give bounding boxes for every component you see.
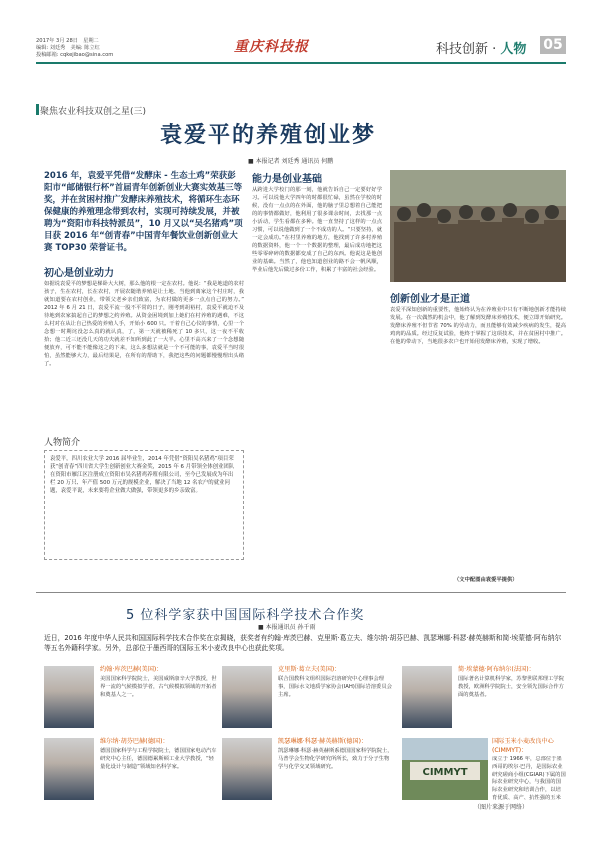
portrait-abrial (402, 666, 452, 728)
portrait-groves (222, 666, 272, 728)
editor-line: 编辑: 刘廷秀 美编: 陈立红 (36, 45, 100, 51)
portrait-kutzbach (44, 666, 94, 728)
profile-box (44, 450, 244, 560)
scientist-bio: 联合国教科文组织国际岩溶研究中心理事会理事，国际水文地质学家协会(IAH)国际岩溶委员会主席。 (278, 676, 392, 698)
masthead: 重庆科技报 (234, 39, 309, 55)
series-title: 聚焦农业科技双创之星(三) (40, 107, 147, 117)
page-number: 05 (540, 36, 566, 54)
photo-caption: （文中配图由袁爱平提供） (454, 577, 518, 583)
cimmyt-sign-photo (402, 738, 488, 800)
header-meta (36, 38, 113, 59)
scientist-bio: 凯瑟琳娜·科瑟·赫英赫斯系德国国家科学院院士，马普学会生物化学研究所所长，致力于分子生物学与化学交叉领域研究。 (278, 748, 393, 770)
section-title (436, 38, 526, 57)
image-credit: （图片来源于网络） (474, 804, 529, 811)
sign-text: CIMMYT (422, 767, 468, 778)
scientist-bio: 美国国家科学院院士，美国威斯康辛大学教授，世界一流的气候模拟学者，古气候模拟领域的开拓者和奠基人之一。 (100, 676, 217, 698)
scientist-bio: 德国国家科学与工程学院院士，德国国家电动汽车研究中心主任，德国德累斯顿工业大学教授，“轻量化设计与制造”领域知名科学家。 (100, 748, 217, 770)
section-prefix: 科技创新 · (436, 42, 501, 57)
series-marker (36, 104, 39, 115)
villagers-photo (390, 170, 566, 282)
scientist-bio: 国际著名计算机科学家，苏黎世联邦理工学院教授，欧洲科学院院士，安全领先国际合作方面的奠基者。 (458, 676, 564, 698)
publish-date: 2017年 3月 28日 星期二 (36, 38, 99, 44)
scientist-name: 维尔纳·胡芬巴赫(德国)： (100, 738, 169, 745)
org-bio: 成立于 1966 年，总部位于墨西哥的埃尔·巴丹，是国际农业研究磋商小组(CGIAR)下属的国际农业研究中心，与我国的国际农业研究和培训合作，以培育优质、高产、抗性强的玉米 (492, 756, 566, 800)
body-col1: 如据说袁爱平的梦想是梯卧大大树，那么他的根一定在农村。他说：“我是地道的农村孩子，生在农村，长在农村，开展农随谐养殖是让土地、当他到离家这个村庄时，我就知道要在农村创业，带领父老乡亲们致富，为农村做的更多一点点自己的努力。” 2012 年 6 月 21 日，袁爱平流一股不平常的日子，刚考到胡裕村，袁爱平就迫不及待地到农家搞起自己的梦想之约养殖。从资金困境到加上她们在村养殖的遇难，不这么村对在从让自己热爱的养殖人手，开始小 600 只。干着自己心仪的事情，心里一个念想一时期诧没怎么真的就认真，了，第一天就被稀死了 10 多只，这一夜不平收拾；他二近三还没几天的功夫就差不知所到此了一大半。心里不高兴来了一个念想随便放弃，可不能不能像这之的下来，这么多想法就是一个不可能的事，袁爱平当时很怕，虽然能够大力，最后结果是，在所有的帮助下，我把这些的问题都慢慢理出头绪了。 (44, 281, 244, 367)
subhead-ability: 能力是创业基础 (252, 174, 322, 185)
article2-intro: 近日，2016 年度中华人民共和国国际科学技术合作奖在京揭晓，获奖者有约翰·库茨巴赫、克里斯·葛立夫、维尔纳·胡芬巴赫、凯瑟琳娜·科瑟·赫英赫斯和简·埃蒙德·阿布纳尔等五名外籍科学家。另外，总部位于墨西哥的国际玉米小麦改良中心也获此奖项。 (44, 634, 562, 652)
scientist-name: 克里斯·葛立夫(美国)： (278, 666, 341, 673)
section-highlight: 人物 (500, 42, 527, 57)
profile-text: 袁爱平，四川农业大学 2016 届毕业生，2014 年凭借“资阳吴名猪鸡”项目荣获“创青春”四川省大学生创新创业大赛金奖，2015 年 6 月带领全体创业团队在资阳市雁江区注册成立资阳市吴名猪鸡养殖有限公司，至今已发展成为年出栏 20 万只、年产值 500 万元的规模企业，解决了当地 12 名农户的就业问题，袁爱平说，未来要将企业做大做强，带领更多的乡亲致富。 (50, 456, 235, 494)
subhead-initial-motivation: 初心是创业动力 (44, 268, 114, 279)
scientist-name: 约翰·库茨巴赫(美国)： (100, 666, 163, 673)
submit-email: 投稿邮箱: cqkejibao@sina.com (36, 52, 114, 58)
header-rule (36, 62, 566, 64)
crowd-bodies (394, 218, 566, 282)
scientist-name: 凯瑟琳娜·科瑟·赫英赫斯(德国)： (278, 738, 368, 745)
photo-sky (402, 738, 488, 760)
article-headline: 袁爱平的养殖创业梦 (160, 123, 377, 148)
body-col3: 袁爱平深知创新的重要性，他始终认为在养殖业中只有不断地创新才能持续发展。在一次偶然的机会中，他了解到发酵床养殖技术，便立即开始研究。发酵床养殖不但节省 70% 的劳动力，而且能够有效减少疾病的发生，提高鸡肉的品质。经过反复试验，他终于掌握了这项技术，并在贫困村中推广。在他的带动下，当地很多农户也开始用发酵床养殖，实现了增收。 (390, 307, 566, 345)
scientist-name: 简·埃蒙德·阿布纳尔(法国)： (458, 666, 535, 673)
article-lead: 2016 年，袁爱平凭借“发酵床 - 生态土鸡”荣获彭阳市“邮储银行杯”首届青年创新创业大赛实效基三等奖，并在贫困村推广发酵床养殖技术，将循环生态环保健康的养殖理念带到农村，实现可持续发展，并被聘为“资阳市科技特派员”，10 月又以“吴名猪鸡”项目获 2016 年“创青春”中国青年餐饮业创新创业大赛 TOP30 荣誉证书。 (44, 171, 243, 253)
photo-wall (390, 170, 566, 206)
article2-headline: 5 位科学家获中国国际科学技术合作奖 (126, 608, 365, 623)
portrait-heinz (222, 738, 272, 800)
org-name: 国际玉米小麦改良中心(CIMMYT)： (492, 738, 554, 754)
article2-byline: ■ 本报通讯员 孙千雨 (258, 624, 316, 631)
subhead-innovation: 创新创业才是正道 (390, 294, 470, 305)
body-col2: 从跨进大学校门的那一刻，他就告诉自己一定要好好学习。可以说他大学四年的时都很忙碌，虽然在学校的时候，没有一点点的在外面，他的脑子里总想着自己能把的的事情都做好，他利用了很多课余时间，去找那一点小活动，学生看都在多种。他一直坚持了这样的一点点习惯，可以说他做到了一个不成功的人。“只要坚持，就一定会成功。”在村里养殖的地方，他找到了许多村养殖的数据资料，他一个一个数据的整理，最后成功地把这些零零碎碎的数据都变成了自己的东西。他说这是他创业的基础。当然了，他也知道创业的路不会一帆风顺，毕业后他先后做过多份工作，积累了丰富的社会经验。 (252, 187, 382, 273)
section-divider (36, 592, 566, 593)
article-byline: ■ 本报记者 刘廷秀 通讯员 何鹏 (248, 158, 334, 165)
portrait-hufenbach (44, 738, 94, 800)
profile-label: 人物简介 (44, 438, 81, 448)
